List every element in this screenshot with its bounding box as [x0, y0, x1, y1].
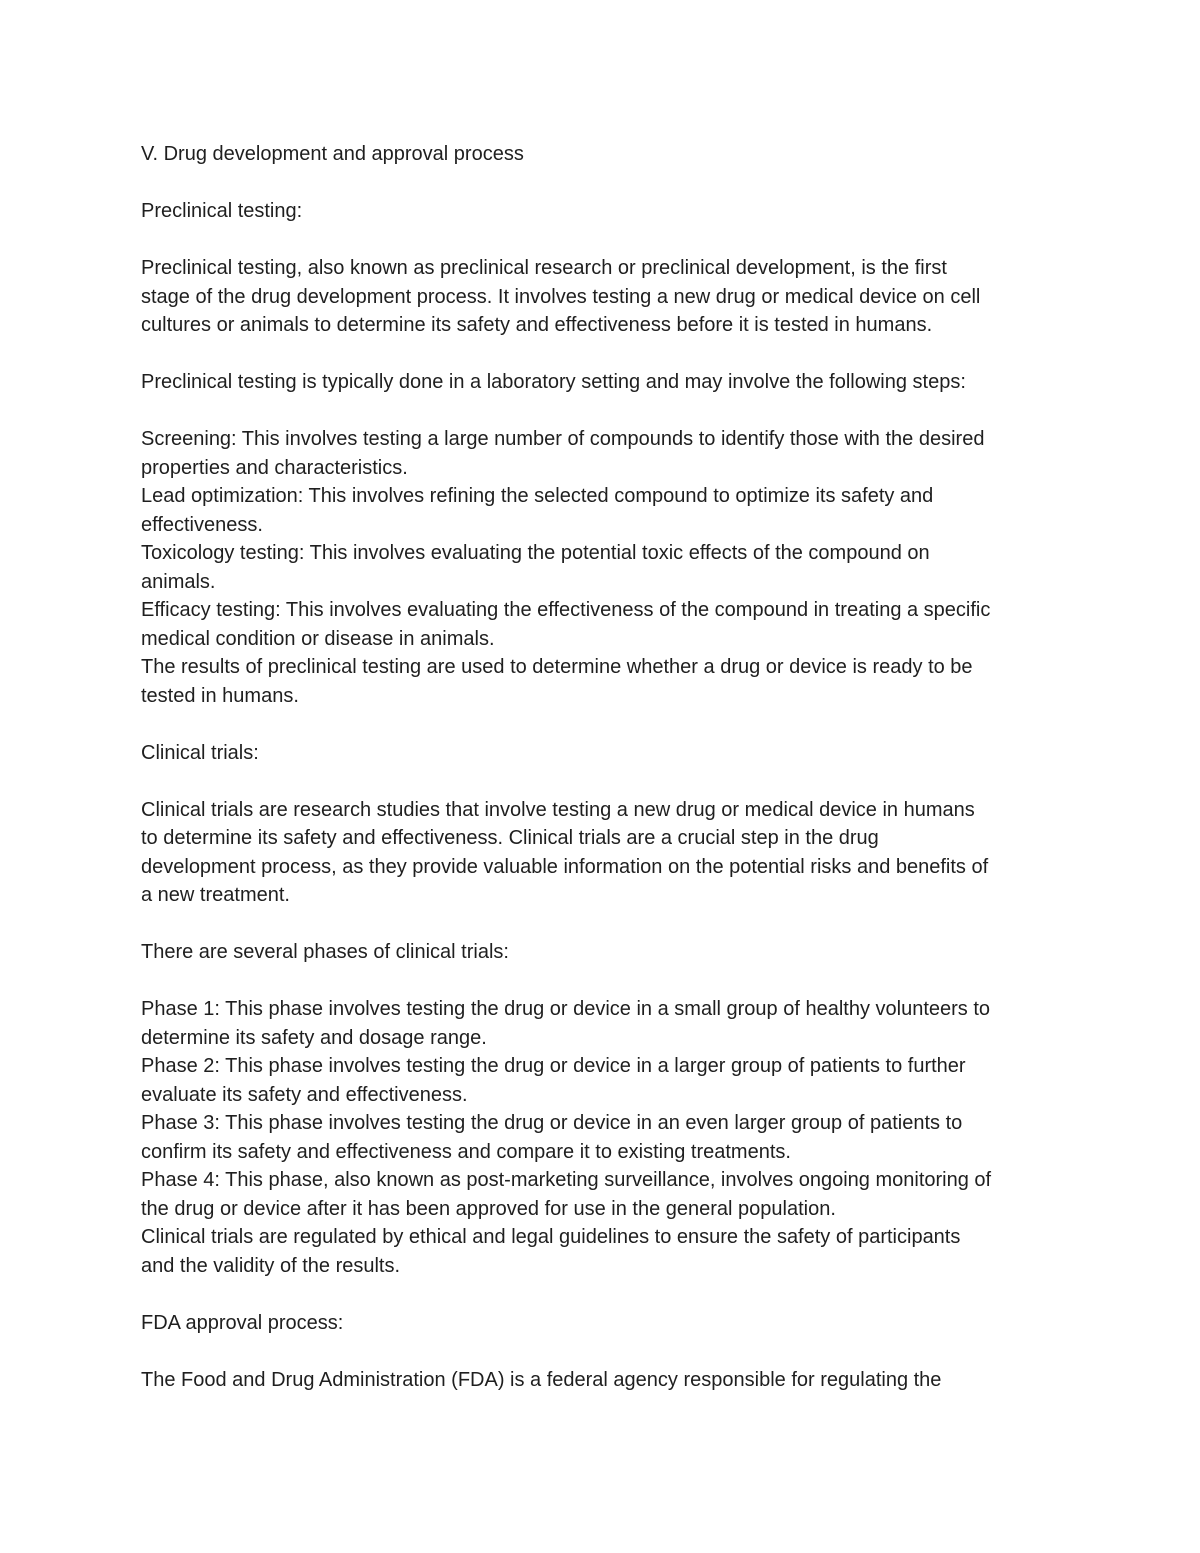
- document-body: [141, 140, 1071, 1394]
- section-heading: V. Drug development and approval process: [141, 143, 524, 165]
- text-line: Lead optimization: This involves refining the selected compound to optimize its safety and: [141, 485, 934, 507]
- subsection-heading-clinical: Clinical trials:: [141, 741, 259, 764]
- text-line: tested in humans.: [141, 684, 299, 707]
- blank-line: [141, 910, 1071, 939]
- subsection-heading-fda: FDA approval process:: [141, 1311, 344, 1334]
- text-line: to determine its safety and effectiveness. Clinical trials are a crucial step in the drug: [141, 827, 879, 849]
- blank-line: [141, 169, 1071, 198]
- blank-line: [141, 397, 1071, 426]
- blank-line: [141, 226, 1071, 255]
- blank-line: [141, 1280, 1071, 1309]
- text-line: development process, as they provide valuable information on the potential risks and benefits of: [141, 855, 989, 878]
- text-line: animals.: [141, 570, 216, 593]
- text-line: There are several phases of clinical trials:: [141, 941, 509, 963]
- text-line: a new treatment.: [141, 884, 290, 906]
- text-line: confirm its safety and effectiveness and compare it to existing treatments.: [141, 1140, 791, 1163]
- text-line: properties and characteristics.: [141, 456, 408, 479]
- blank-line: [141, 1337, 1071, 1366]
- text-line: medical condition or disease in animals.: [141, 627, 495, 650]
- text-line: Clinical trials are regulated by ethical and legal guidelines to ensure the safety of participants: [141, 1226, 961, 1248]
- text-line: Efficacy testing: This involves evaluating the effectiveness of the compound in treating a specific: [141, 599, 991, 621]
- text-line: Phase 2: This phase involves testing the drug or device in a larger group of patients to further: [141, 1055, 966, 1077]
- text-line: Phase 4: This phase, also known as post-marketing surveillance, involves ongoing monitoring of: [141, 1169, 992, 1191]
- text-line: The results of preclinical testing are used to determine whether a drug or device is ready to be: [141, 656, 973, 678]
- text-line: determine its safety and dosage range.: [141, 1026, 487, 1049]
- text-line: Preclinical testing is typically done in a laboratory setting and may involve the following steps:: [141, 371, 966, 393]
- text-line: the drug or device after it has been approved for use in the general population.: [141, 1197, 836, 1220]
- text-line: Phase 1: This phase involves testing the drug or device in a small group of healthy volunteers to: [141, 998, 991, 1020]
- subsection-heading-preclinical: Preclinical testing:: [141, 200, 303, 222]
- text-line: Screening: This involves testing a large number of compounds to identify those with the desired: [141, 428, 985, 450]
- blank-line: [141, 967, 1071, 996]
- text-line: Toxicology testing: This involves evaluating the potential toxic effects of the compound on: [141, 542, 930, 564]
- text-line: Preclinical testing, also known as preclinical research or preclinical development, is the first: [141, 257, 947, 279]
- text-line: stage of the drug development process. It involves testing a new drug or medical device on cell: [141, 285, 981, 308]
- text-line: and the validity of the results.: [141, 1254, 401, 1277]
- text-line: Phase 3: This phase involves testing the drug or device in an even larger group of patients to: [141, 1112, 963, 1134]
- blank-line: [141, 767, 1071, 796]
- blank-line: [141, 710, 1071, 739]
- text-line: effectiveness.: [141, 513, 263, 536]
- text-line: The Food and Drug Administration (FDA) is a federal agency responsible for regulating the: [141, 1368, 942, 1391]
- text-line: cultures or animals to determine its safety and effectiveness before it is tested in humans.: [141, 314, 933, 336]
- blank-line: [141, 340, 1071, 369]
- text-line: evaluate its safety and effectiveness.: [141, 1083, 468, 1106]
- text-line: Clinical trials are research studies that involve testing a new drug or medical device in humans: [141, 798, 975, 821]
